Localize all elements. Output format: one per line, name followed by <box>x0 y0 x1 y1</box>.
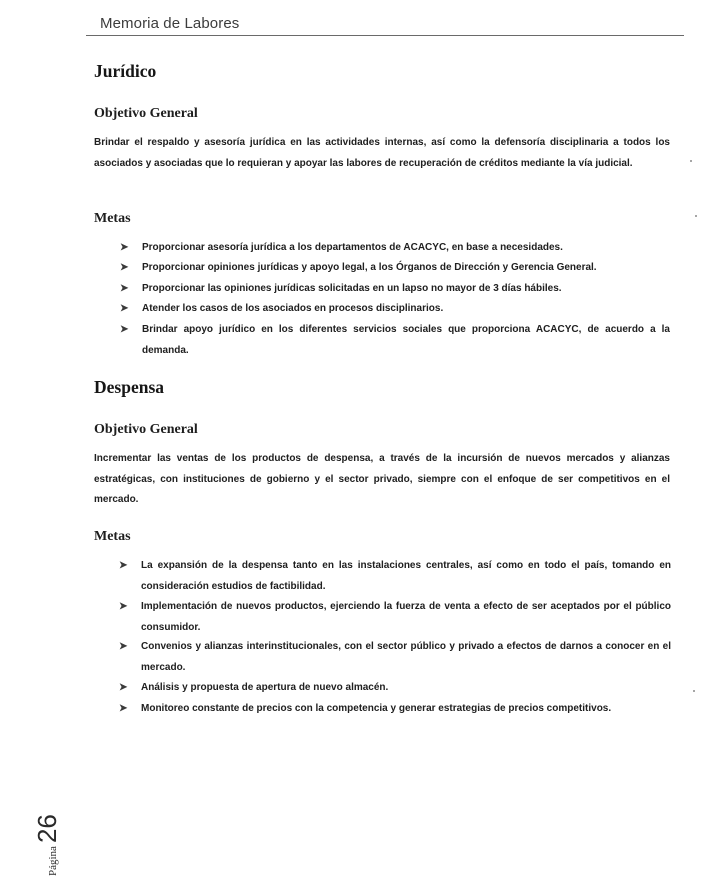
scan-speck <box>695 215 697 217</box>
page-number <box>32 814 63 876</box>
bullet-icon: ➤ <box>120 283 129 294</box>
bullet-icon: ➤ <box>119 601 128 612</box>
goal-item: ➤ Brindar apoyo jurídico en los diferentes servicios sociales que proporciona ACACYC, de acuerdo a la demanda. <box>142 320 670 361</box>
objective-text-despensa: Incrementar las ventas de los productos de despensa, a través de la incursión de nuevos mercados y alianzas estratégicas, con instituciones de gobierno y el sector privado, siempre con el enfoque de ser competitivos en el mercado. <box>94 453 670 505</box>
page-number-value: 26 <box>32 814 62 844</box>
bullet-icon: ➤ <box>120 324 129 335</box>
page-label: Página <box>47 846 59 876</box>
bullet-icon: ➤ <box>120 262 129 273</box>
objective-text-juridico: Brindar el respaldo y asesoría jurídica en las actividades internas, así como la defensoría disciplinaria a todos los asociados y asociadas que lo requieran y apoyar las labores de recuperación de créditos mediante la vía judicial. <box>94 137 670 169</box>
scan-speck <box>693 690 695 692</box>
running-header: Memoria de Labores <box>100 15 240 32</box>
goal-item: ➤ Implementación de nuevos productos, ejerciendo la fuerza de venta a efecto de ser aceptados por el público consumidor. <box>141 597 671 638</box>
goal-item: ➤ Convenios y alianzas interinstitucionales, con el sector público y privado a efectos de darnos a conocer en el mercado. <box>141 637 671 678</box>
bullet-icon: ➤ <box>119 703 128 714</box>
objective-heading-juridico: Objetivo General <box>94 106 198 121</box>
goal-item: ➤ Atender los casos de los asociados en procesos disciplinarios. <box>142 299 670 320</box>
objective-heading-despensa: Objetivo General <box>94 422 198 437</box>
goal-item: ➤ Proporcionar opiniones jurídicas y apoyo legal, a los Órganos de Dirección y Gerencia General. <box>142 258 670 279</box>
bullet-icon: ➤ <box>119 641 128 652</box>
goals-heading-despensa: Metas <box>94 529 131 544</box>
bullet-icon: ➤ <box>119 682 128 693</box>
goal-item: ➤ La expansión de la despensa tanto en las instalaciones centrales, así como en todo el país, tomando en consideración estudios de factibilidad. <box>141 556 671 597</box>
bullet-icon: ➤ <box>120 303 129 314</box>
bullet-icon: ➤ <box>120 242 129 253</box>
goals-heading-juridico: Metas <box>94 211 131 226</box>
bullet-icon: ➤ <box>119 560 128 571</box>
goal-item: ➤ Proporcionar las opiniones jurídicas solicitadas en un lapso no mayor de 3 días hábiles. <box>142 279 670 300</box>
goal-item: ➤ Análisis y propuesta de apertura de nuevo almacén. <box>141 678 671 699</box>
goal-item: ➤ Monitoreo constante de precios con la competencia y generar estrategias de precios competitivos. <box>141 699 671 720</box>
scan-speck <box>690 160 692 162</box>
goal-item: ➤ Proporcionar asesoría jurídica a los departamentos de ACACYC, en base a necesidades. <box>142 238 670 259</box>
section-title-juridico: Jurídico <box>94 61 157 81</box>
section-title-despensa: Despensa <box>94 377 165 397</box>
header-rule <box>86 35 684 36</box>
